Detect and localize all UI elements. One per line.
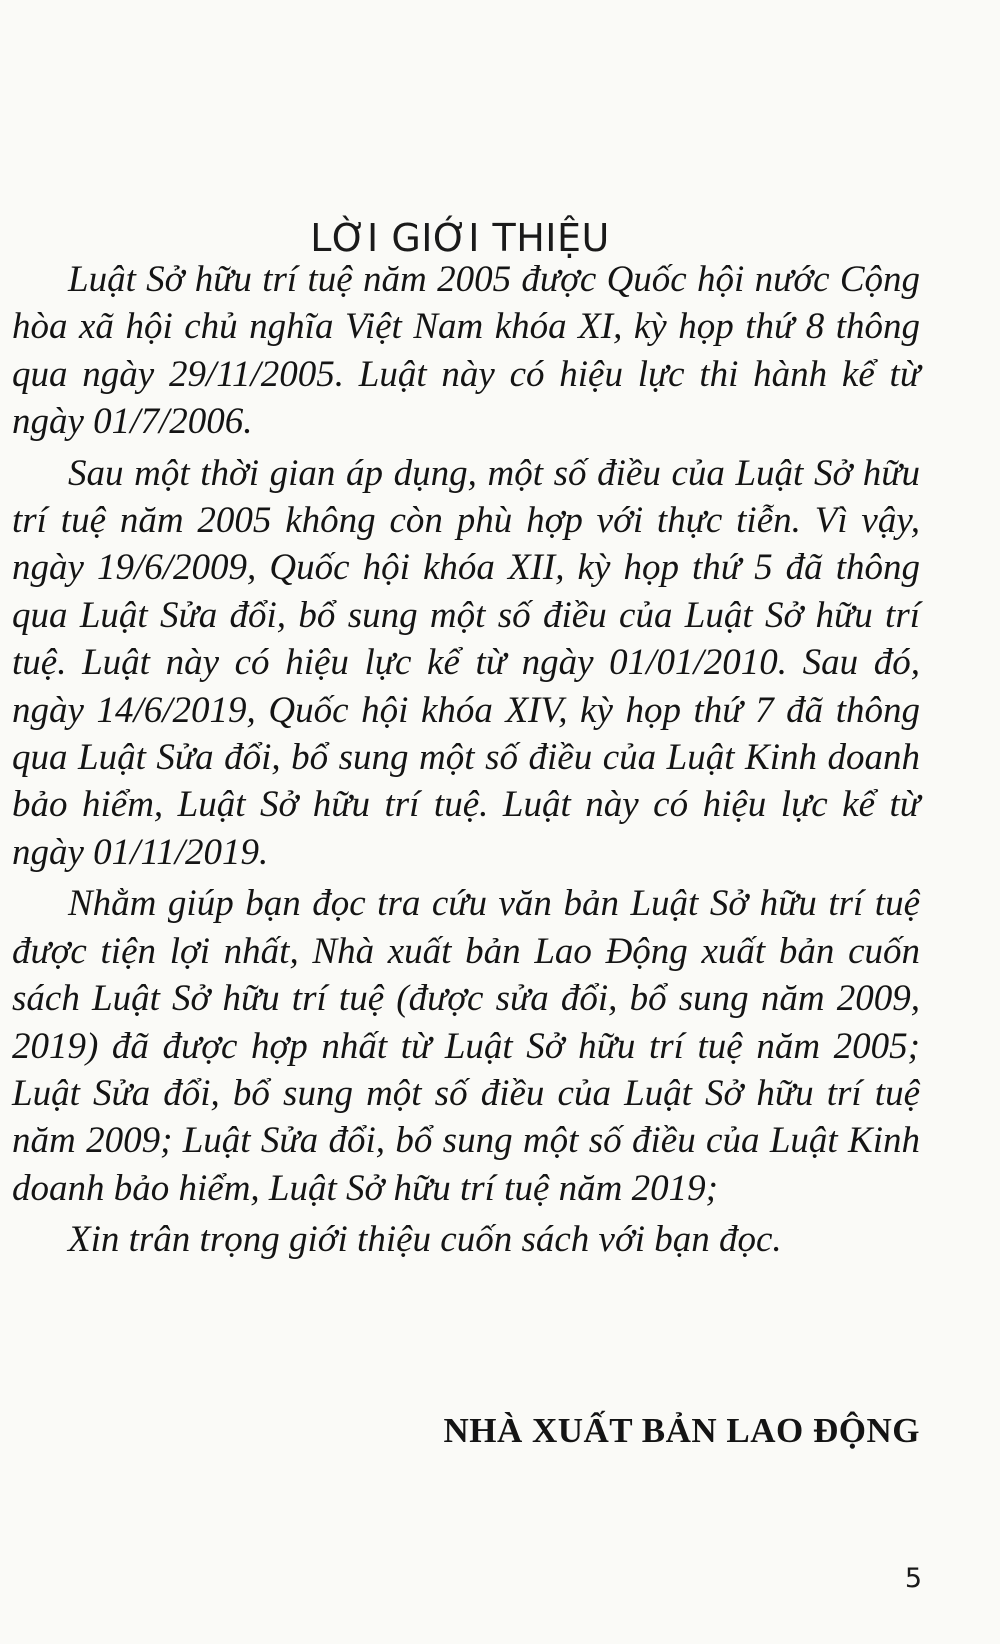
paragraph-2: Sau một thời gian áp dụng, một số điều của Luật Sở hữu trí tuệ năm 2005 không còn phù hợp với thực tiễn. Vì vậy, ngày 19/6/2009, Quốc hội khóa XII, kỳ họp thứ 5 đã thông qua Luật Sửa đổi, bổ sung một số điều của Luật Sở hữu trí tuệ. Luật này có hiệu lực kể từ ngày 01/01/2010. Sau đó, ngày 14/6/2019, Quốc hội khóa XIV, kỳ họp thứ 7 đã thông qua Luật Sửa đổi, bổ sung một số điều của Luật Kinh doanh bảo hiểm, Luật Sở hữu trí tuệ. Luật này có hiệu lực kể từ ngày 01/11/2019. [12, 452, 920, 873]
paragraph-closing: Xin trân trọng giới thiệu cuốn sách với bạn đọc. [68, 1219, 782, 1261]
paragraph-1: Luật Sở hữu trí tuệ năm 2005 được Quốc hội nước Cộng hòa xã hội chủ nghĩa Việt Nam khóa XI, kỳ họp thứ 8 thông qua ngày 29/11/2005. Luật này có hiệu lực thi hành kể từ ngày 01/7/2006. [12, 259, 920, 443]
preface-body [12, 256, 920, 1264]
publisher-signature: NHÀ XUẤT BẢN LAO ĐỘNG [443, 1411, 920, 1450]
paragraph-3: Nhằm giúp bạn đọc tra cứu văn bản Luật Sở hữu trí tuệ được tiện lợi nhất, Nhà xuất bản Lao Động xuất bản cuốn sách Luật Sở hữu trí tuệ (được sửa đổi, bổ sung năm 2009, 2019) đã được hợp nhất từ Luật Sở hữu trí tuệ năm 2005; Luật Sửa đổi, bổ sung một số điều của Luật Sở hữu trí tuệ năm 2009; Luật Sửa đổi, bổ sung một số điều của Luật Kinh doanh bảo hiểm, Luật Sở hữu trí tuệ năm 2019; [12, 883, 920, 1209]
page-title: LỜI GIỚI THIỆU [310, 216, 610, 261]
page-number: 5 [904, 1563, 922, 1594]
